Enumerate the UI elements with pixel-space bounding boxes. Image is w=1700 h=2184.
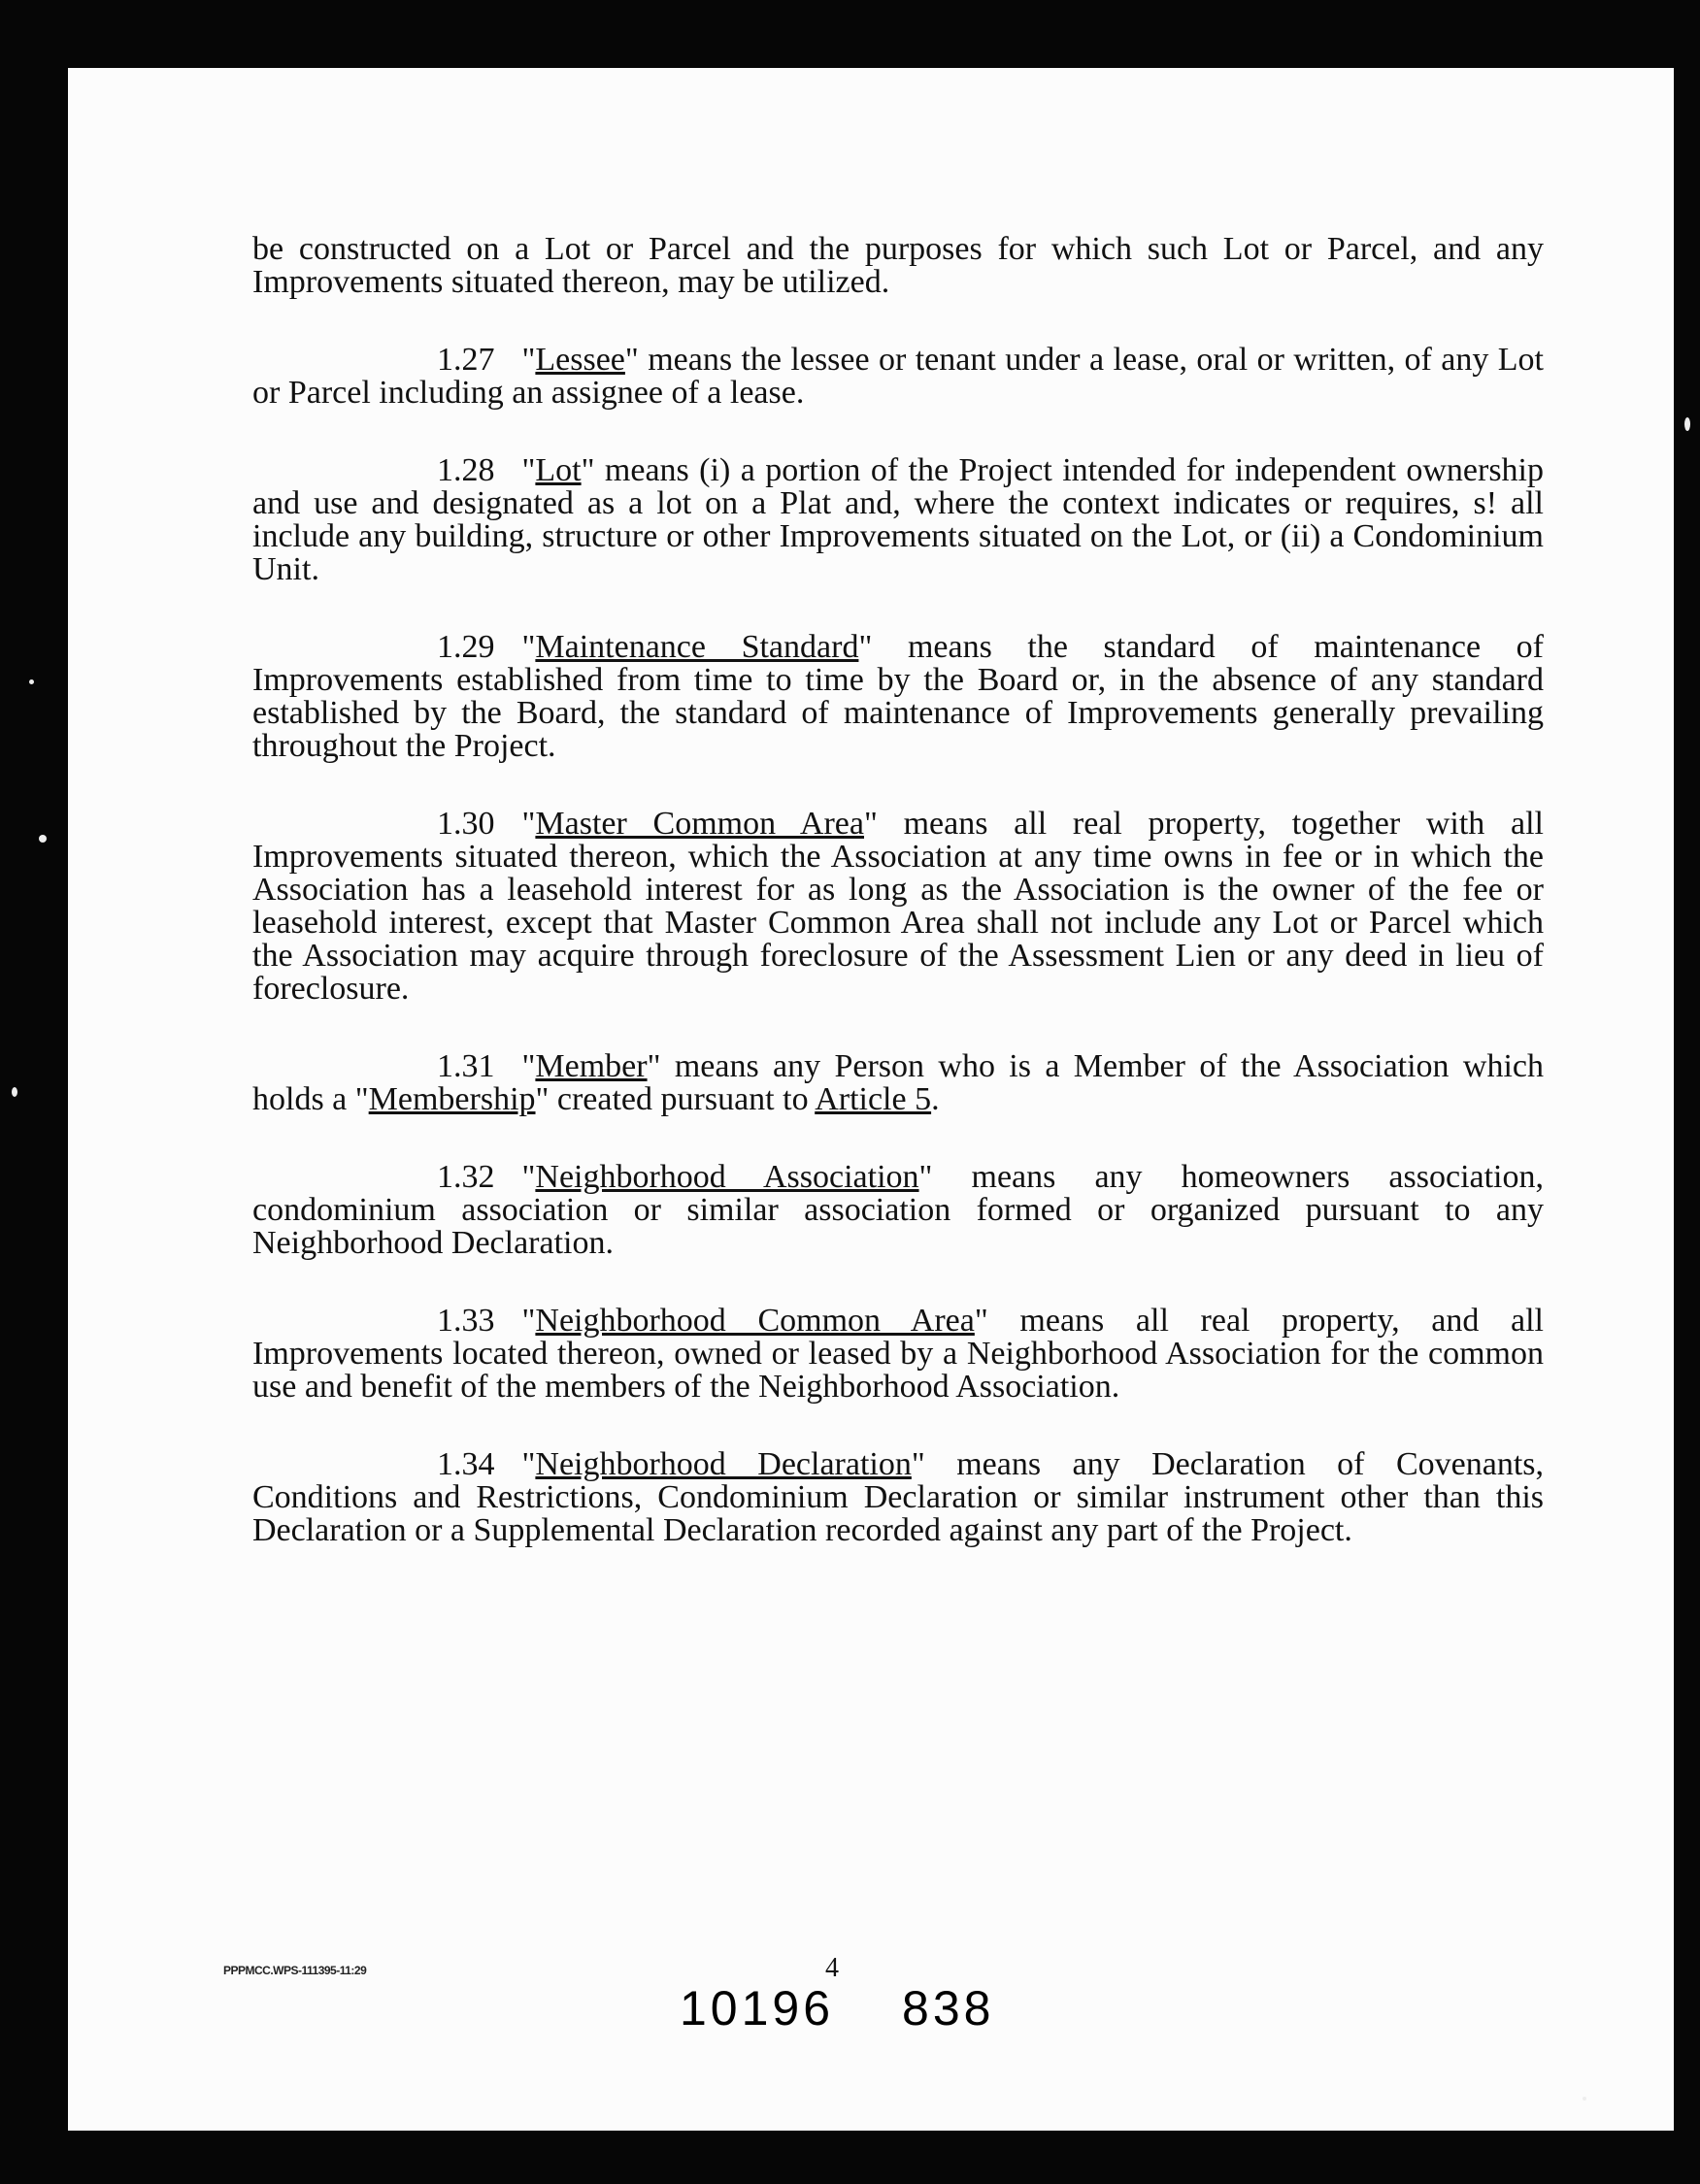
scan-speck bbox=[39, 835, 47, 843]
term-neighborhood-association: Neighborhood Association bbox=[535, 1159, 919, 1195]
definition-1-29: 1.29 "Maintenance Standard" means the standard of maintenance of Improvements established from time to time by the Board or, in the absence of any standard established by the Board, the standard of maintenance of Improvements generally prevailing throughout the Project. bbox=[252, 629, 1544, 764]
document-number-right: 838 bbox=[902, 1981, 995, 2035]
term-master-common-area: Master Common Area bbox=[535, 806, 864, 842]
definition-1-28: 1.28 "Lot" means (i) a portion of the Project intended for independent ownership and use and designated as a lot on a Plat and, where the context indicates or requires, s! all include any building, structure or other Improvements situated on the Lot, or (ii) a Condominium Unit. bbox=[252, 452, 1544, 587]
definition-1-30: 1.30 "Master Common Area" means all real property, together with all Improvements situated thereon, which the Association at any time owns in fee or in which the Association has a leasehold interest for as long as the Association is the owner of the fee or leasehold interest, except that Master Common Area shall not include any Lot or Parcel which the Association may acquire through foreclosure of the Assessment Lien or any deed in lieu of foreclosure. bbox=[252, 806, 1545, 1007]
scan-speck bbox=[12, 1087, 17, 1097]
scan-speck bbox=[1583, 2097, 1586, 2101]
term-neighborhood-declaration: Neighborhood Declaration bbox=[535, 1446, 912, 1482]
term-maintenance-standard: Maintenance Standard bbox=[535, 629, 859, 665]
term-neighborhood-common-area: Neighborhood Common Area bbox=[535, 1303, 975, 1339]
document-page bbox=[68, 68, 1674, 2131]
document-number bbox=[680, 1980, 994, 2036]
definition-1-27: 1.27 "Lessee" means the lessee or tenant under a lease, oral or written, of any Lot or Parcel including an assignee of a lease. bbox=[252, 342, 1544, 411]
page-number: 4 bbox=[825, 1953, 839, 1983]
document-body bbox=[252, 233, 1544, 1592]
definition-1-32: 1.32 "Neighborhood Association" means any homeowners association, condominium association or similar association formed or organized pursuant to any Neighborhood Declaration. bbox=[252, 1159, 1544, 1261]
term-lessee: Lessee bbox=[535, 342, 625, 378]
footer-file-code: PPPMCC.WPS-111395-11:29 bbox=[223, 1964, 367, 1977]
definition-1-33: 1.33 "Neighborhood Common Area" means all real property, and all Improvements located thereon, owned or leased by a Neighborhood Association for the common use and benefit of the members of the Neighborhood Association. bbox=[252, 1303, 1544, 1405]
definition-1-34: 1.34 "Neighborhood Declaration" means any Declaration of Covenants, Conditions and Restrictions, Condominium Declaration or similar instrument other than this Declaration or a Supplemental Declaration recorded against any part of the Project. bbox=[252, 1446, 1544, 1548]
article-reference: Article 5 bbox=[815, 1081, 932, 1117]
intro-paragraph: be constructed on a Lot or Parcel and the purposes for which such Lot or Parcel, and any Improvements situated thereon, may be utilized. bbox=[252, 231, 1544, 300]
document-number-left: 10196 bbox=[680, 1981, 835, 2035]
scan-speck bbox=[1684, 417, 1690, 431]
scan-speck bbox=[29, 679, 34, 684]
term-lot: Lot bbox=[535, 452, 582, 488]
term-membership: Membership bbox=[368, 1081, 536, 1117]
term-member: Member bbox=[535, 1048, 648, 1084]
definition-1-31: 1.31 "Member" means any Person who is a Member of the Association which holds a "Membership" created pursuant to Article 5. bbox=[252, 1048, 1544, 1117]
